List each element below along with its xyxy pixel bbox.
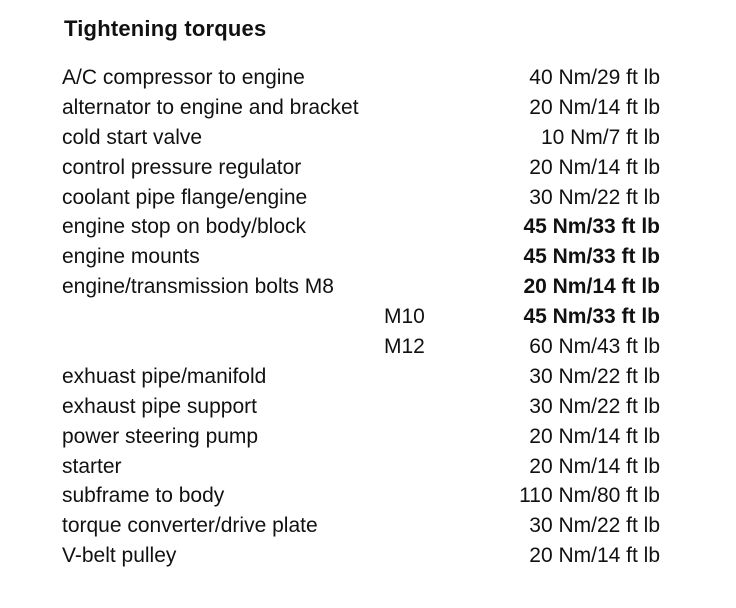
row-label: coolant pipe flange/engine [62, 185, 308, 209]
row-label: V-belt pulley [62, 544, 177, 568]
row-label: starter [62, 454, 122, 478]
table-row [62, 63, 672, 93]
row-label: alternator to engine and bracket [62, 95, 359, 119]
row-value: 45 Nm/33 ft lb [523, 245, 660, 269]
row-value: 20 Nm/14 ft lb [529, 95, 660, 119]
row-label: control pressure regulator [62, 155, 302, 179]
row-value: 110 Nm/80 ft lb [519, 484, 660, 508]
table-row [62, 212, 672, 242]
table-row [62, 541, 672, 571]
row-value: 60 Nm/43 ft lb [529, 335, 660, 359]
table-row [62, 392, 672, 422]
row-value: 30 Nm/22 ft lb [529, 394, 660, 418]
row-value: 30 Nm/22 ft lb [529, 514, 660, 538]
row-label: exhaust pipe support [62, 394, 257, 418]
row-value: 20 Nm/14 ft lb [529, 155, 660, 179]
row-label: torque converter/drive plate [62, 514, 318, 538]
row-value: 20 Nm/14 ft lb [529, 424, 660, 448]
table-row [62, 93, 672, 123]
row-value: 10 Nm/7 ft lb [540, 125, 660, 149]
row-value: 20 Nm/14 ft lb [523, 275, 660, 299]
row-label: subframe to body [62, 484, 225, 508]
table-row [62, 362, 672, 392]
row-value: 30 Nm/22 ft lb [529, 185, 660, 209]
row-label: exhuast pipe/manifold [62, 364, 267, 388]
table-row [62, 153, 672, 183]
row-value: 30 Nm/22 ft lb [529, 364, 660, 388]
row-label: power steering pump [62, 424, 259, 448]
row-value: 20 Nm/14 ft lb [529, 544, 660, 568]
row-value: 20 Nm/14 ft lb [529, 454, 660, 478]
row-sublabel: M10 [384, 305, 425, 329]
table-row [62, 332, 672, 362]
row-value: 40 Nm/29 ft lb [529, 66, 660, 89]
table-row [62, 302, 672, 332]
table-row [62, 452, 672, 482]
page-title: Tightening torques [64, 16, 267, 41]
table-row [62, 242, 672, 272]
table-row [62, 272, 672, 302]
row-value: 45 Nm/33 ft lb [523, 305, 660, 329]
table-row [62, 511, 672, 541]
row-label: A/C compressor to engine [62, 66, 305, 89]
table-row [62, 481, 672, 511]
table-row [62, 422, 672, 452]
row-sublabel: M12 [384, 335, 425, 359]
row-value: 45 Nm/33 ft lb [523, 215, 660, 239]
row-label: engine stop on body/block [62, 215, 307, 239]
row-label: engine/transmission bolts M8 [62, 275, 334, 299]
table-row [62, 123, 672, 153]
table-row [62, 183, 672, 213]
torque-table [62, 63, 672, 571]
row-label: engine mounts [62, 245, 200, 269]
row-label: cold start valve [62, 125, 203, 149]
